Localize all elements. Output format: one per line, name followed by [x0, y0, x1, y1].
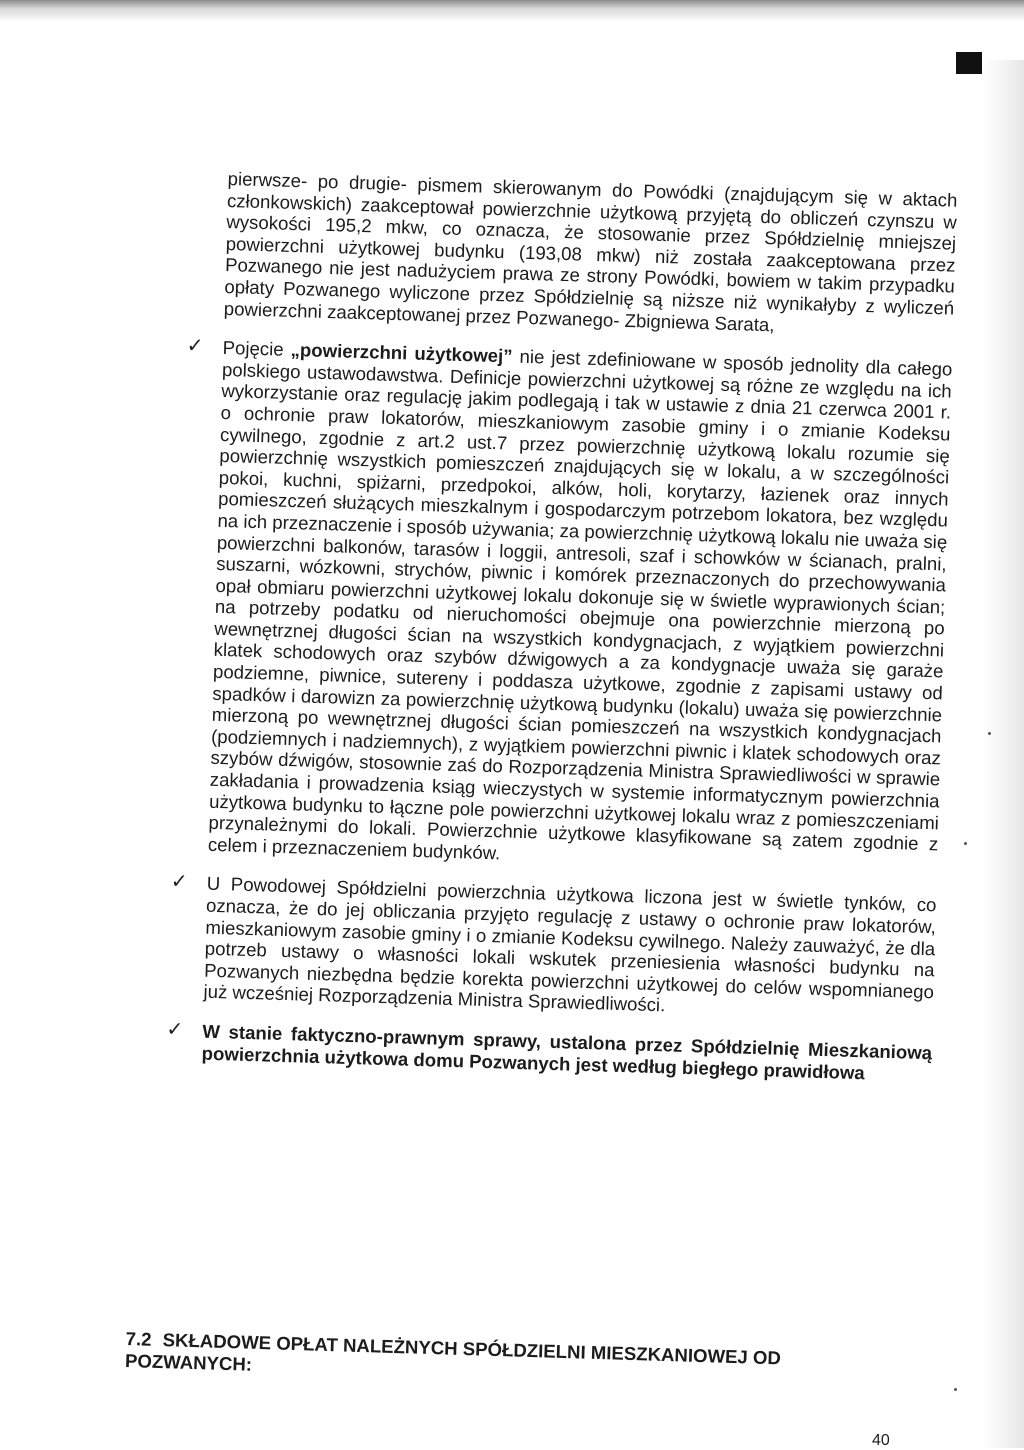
bullet1-lead: Pojęcie	[222, 337, 291, 361]
section-heading	[125, 1328, 886, 1395]
bullet-cooperative-method	[170, 871, 937, 1024]
scan-speck	[988, 732, 991, 735]
checkmark-icon: ✓	[170, 871, 188, 894]
bullet2-text: U Powodowej Spółdzielni powierzchnia użytkowa liczona jest w świetle tynków, co oznacza, że do jej obliczania przyjęto regulację z ustawy o ochronie praw lokatorów, mieszkaniowym zasobie gminy i o zmianie Kodeksu cywilnego. Należy zauważyć, że dla potrzeb ustawy o własności lokali wskutek przeniesienia własności budynku na Pozwanych niezbędna będzie korekta powierzchni użytkowej do celów wspomnianego już wcześniej Rozporządzenia Ministra Sprawiedliwości.	[203, 873, 937, 1016]
checkmark-icon: ✓	[166, 1018, 184, 1042]
checkmark-icon: ✓	[186, 335, 204, 358]
bullet-usable-area-definition	[186, 335, 953, 877]
scan-speck	[964, 842, 967, 845]
scan-marker	[956, 52, 982, 74]
section-title: SKŁADOWE OPŁAT NALEŻNYCH SPÓŁDZIELNI MIESZKANIOWEJ OD POZWANYCH:	[124, 1329, 782, 1375]
page-number: 40	[872, 1432, 890, 1449]
document-body	[166, 168, 958, 1085]
bullet1-text: nie jest zdefiniowane w sposób jednolity dla całego polskiego ustawodawstwa. Definicje powierzchni użytkowej są różne ze względu na ich wykorzystanie oraz regulację jakim podlegają i tak w ustawie z dnia 21 czerwca 2001 r. o ochronie praw lokatorów, mieszkaniowym zasobie gminy i o zmianie Kodeksu cywilnego, zgodnie z art.2 ust.7 przez powierzchnię użytkową lokalu rozumie się powierzchnię wszystkich pomieszczeń znajdujących się w lokalu, a w szczególności pokoi, kuchni, spiżarni, przedpokoi, alków, holi, korytarzy, łazienek oraz innych pomieszczeń służących mieszkalnym i gospodarczym potrzebom lokatora, bez względu na ich przeznaczenie i sposób używania; za powierzchnię użytkową lokalu nie uważa się powierzchni balkonów, tarasów i loggii, antresoli, szaf i schowków w ścianach, pralni, suszarni, wózkowni, strychów, piwnic i komórek przeznaczonych do przechowywania opał obmiaru powierzchni użytkowej lokalu dokonuje się w świetle wyprawionych ścian; na potrzeby podatku od nieruchomości obejmuje ona powierzchnie mierzoną po wewnętrznej długości ścian na wszystkich kondygnacjach, z wyjątkiem powierzchni klatek schodowych oraz szybów dźwigowych a za kondygnacje uważa się garaże podziemne, piwnice, sutereny i poddasza użytkowe, zgodnie z zapisami ustawy od spadków i darowizn za powierzchnię użytkową budynku (lokalu) uważa się powierzchnie mierzoną po wewnętrznej długości ścian pomieszczeń na wszystkich kondygnacjach (podziemnych i nadziemnych), z wyjątkiem powierzchni piwnic i klatek schodowych oraz szybów dźwigów, stosownie zaś do Rozporządzenia Ministra Sprawiedliwości w sprawie zakładania i prowadzenia ksiąg wieczystych w systemie informatycznym powierzchnia użytkowa budynku to łączne pole powierzchni użytkowej lokalu wraz z pomieszczeniami przynależnymi do lokali. Powierzchnie użytkowe klasyfikowane są zatem zgodnie z celem i przeznaczeniem budynków.	[207, 345, 953, 864]
scan-top-shadow	[0, 0, 1024, 22]
scan-right-edge	[984, 60, 1024, 1448]
scan-speck	[954, 1388, 957, 1391]
section-number: 7.2	[125, 1328, 152, 1350]
bullet3-text: W stanie faktyczno-prawnym sprawy, ustalona przez Spółdzielnię Mieszkaniową powierzchnia użytkowa domu Pozwanych jest według biegłego prawidłowa	[201, 1020, 933, 1083]
bullet1-bold-term: „powierzchni użytkowej”	[290, 339, 513, 367]
intro-paragraph: pierwsze- po drugie- pismem skierowanym do Powódki (znajdującym się w aktach członkowskich) zaakceptował powierzchnie użytkową przyjętą do obliczeń czynszu w wysokości 195,2 mkw, co oznacza, że stosowanie przez Spółdzielnię mniejszej powierzchni użytkowej budynku (193,08 mkw) niż została zaakceptowana przez Pozwanego nie jest nadużyciem prawa ze strony Powódki, bowiem w takim przypadku opłaty Pozwanego wyliczone przez Spółdzielnię są niższe niż wynikałyby z wyliczeń powierzchni zaakceptowanej przez Pozwanego- Zbigniewa Sarata,	[223, 168, 958, 335]
